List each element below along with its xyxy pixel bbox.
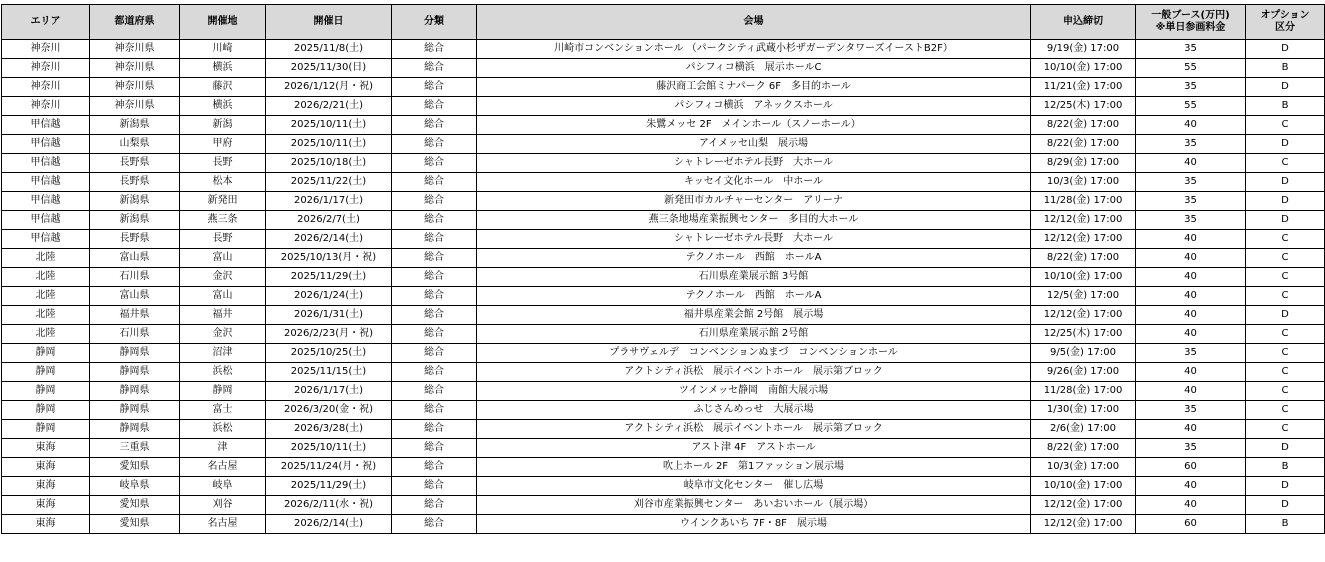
- cell-deadline: 12/12(金) 17:00: [1031, 496, 1136, 515]
- cell-date: 2025/11/30(日): [266, 59, 392, 78]
- cell-deadline: 9/5(金) 17:00: [1031, 344, 1136, 363]
- cell-category: 総合: [392, 59, 477, 78]
- cell-venue: アスト津 4F アストホール: [477, 439, 1031, 458]
- cell-date: 2025/11/8(土): [266, 40, 392, 59]
- cell-date: 2026/1/17(土): [266, 382, 392, 401]
- cell-prefecture: 岐阜県: [90, 477, 180, 496]
- cell-city: 長野: [180, 230, 266, 249]
- cell-deadline: 10/3(金) 17:00: [1031, 173, 1136, 192]
- cell-date: 2026/1/12(月・祝): [266, 78, 392, 97]
- cell-category: 総合: [392, 401, 477, 420]
- cell-option: C: [1246, 363, 1325, 382]
- table-row: [2, 344, 1325, 363]
- cell-venue: 朱鷺メッセ 2F メインホール（スノーホール）: [477, 116, 1031, 135]
- cell-option: D: [1246, 439, 1325, 458]
- cell-area: 甲信越: [2, 173, 90, 192]
- cell-area: 神奈川: [2, 59, 90, 78]
- cell-prefecture: 愛知県: [90, 515, 180, 534]
- cell-prefecture: 愛知県: [90, 496, 180, 515]
- cell-date: 2026/2/7(土): [266, 211, 392, 230]
- cell-area: 北陸: [2, 325, 90, 344]
- cell-prefecture: 石川県: [90, 268, 180, 287]
- cell-area: 東海: [2, 496, 90, 515]
- cell-venue: キッセイ文化ホール 中ホール: [477, 173, 1031, 192]
- cell-option: D: [1246, 173, 1325, 192]
- cell-category: 総合: [392, 116, 477, 135]
- cell-booth-fee: 40: [1136, 230, 1246, 249]
- cell-date: 2025/11/22(土): [266, 173, 392, 192]
- header-option-line2: 区分: [1275, 22, 1295, 33]
- cell-deadline: 12/12(金) 17:00: [1031, 211, 1136, 230]
- cell-area: 甲信越: [2, 211, 90, 230]
- header-option-line1: オプション: [1260, 10, 1310, 21]
- cell-venue: ウインクあいち 7F・8F 展示場: [477, 515, 1031, 534]
- cell-booth-fee: 40: [1136, 496, 1246, 515]
- cell-date: 2026/2/14(土): [266, 515, 392, 534]
- cell-category: 総合: [392, 515, 477, 534]
- cell-category: 総合: [392, 211, 477, 230]
- table-row: [2, 154, 1325, 173]
- cell-date: 2026/1/17(土): [266, 192, 392, 211]
- cell-prefecture: 静岡県: [90, 363, 180, 382]
- cell-prefecture: 富山県: [90, 249, 180, 268]
- cell-prefecture: 神奈川県: [90, 97, 180, 116]
- cell-option: C: [1246, 344, 1325, 363]
- cell-booth-fee: 40: [1136, 116, 1246, 135]
- cell-city: 富士: [180, 401, 266, 420]
- header-row: [2, 5, 1325, 40]
- table-row: [2, 458, 1325, 477]
- table-row: [2, 477, 1325, 496]
- cell-city: 新潟: [180, 116, 266, 135]
- cell-category: 総合: [392, 78, 477, 97]
- table-row: [2, 97, 1325, 116]
- table-row: [2, 363, 1325, 382]
- cell-category: 総合: [392, 344, 477, 363]
- cell-venue: 川崎市コンベンションホール （パークシティ武蔵小杉ザガーデンタワーズイーストB2F）: [477, 40, 1031, 59]
- cell-category: 総合: [392, 249, 477, 268]
- cell-area: 東海: [2, 515, 90, 534]
- cell-city: 富山: [180, 287, 266, 306]
- cell-prefecture: 神奈川県: [90, 59, 180, 78]
- table-row: [2, 287, 1325, 306]
- cell-deadline: 1/30(金) 17:00: [1031, 401, 1136, 420]
- table-row: [2, 515, 1325, 534]
- cell-deadline: 10/10(金) 17:00: [1031, 477, 1136, 496]
- cell-deadline: 8/22(金) 17:00: [1031, 135, 1136, 154]
- table-row: [2, 40, 1325, 59]
- cell-area: 静岡: [2, 382, 90, 401]
- cell-option: C: [1246, 420, 1325, 439]
- cell-venue: ツインメッセ静岡 南館大展示場: [477, 382, 1031, 401]
- cell-deadline: 9/26(金) 17:00: [1031, 363, 1136, 382]
- cell-category: 総合: [392, 439, 477, 458]
- cell-prefecture: 神奈川県: [90, 78, 180, 97]
- table-row: [2, 268, 1325, 287]
- cell-category: 総合: [392, 173, 477, 192]
- cell-category: 総合: [392, 230, 477, 249]
- cell-category: 総合: [392, 40, 477, 59]
- cell-city: 燕三条: [180, 211, 266, 230]
- cell-venue: 岐阜市文化センター 催し広場: [477, 477, 1031, 496]
- cell-booth-fee: 40: [1136, 477, 1246, 496]
- cell-date: 2026/3/20(金・祝): [266, 401, 392, 420]
- cell-booth-fee: 35: [1136, 439, 1246, 458]
- cell-city: 名古屋: [180, 515, 266, 534]
- cell-category: 総合: [392, 420, 477, 439]
- table-row: [2, 420, 1325, 439]
- cell-option: D: [1246, 192, 1325, 211]
- header-date: 開催日: [266, 5, 392, 40]
- cell-booth-fee: 40: [1136, 287, 1246, 306]
- cell-venue: 燕三条地場産業振興センター 多目的大ホール: [477, 211, 1031, 230]
- cell-deadline: 8/29(金) 17:00: [1031, 154, 1136, 173]
- cell-category: 総合: [392, 154, 477, 173]
- cell-prefecture: 石川県: [90, 325, 180, 344]
- cell-date: 2026/2/14(土): [266, 230, 392, 249]
- cell-booth-fee: 35: [1136, 192, 1246, 211]
- cell-area: 甲信越: [2, 230, 90, 249]
- cell-booth-fee: 55: [1136, 97, 1246, 116]
- cell-city: 富山: [180, 249, 266, 268]
- table-row: [2, 230, 1325, 249]
- cell-prefecture: 福井県: [90, 306, 180, 325]
- cell-area: 神奈川: [2, 97, 90, 116]
- cell-date: 2025/11/15(土): [266, 363, 392, 382]
- table-row: [2, 173, 1325, 192]
- cell-prefecture: 山梨県: [90, 135, 180, 154]
- cell-option: C: [1246, 382, 1325, 401]
- cell-date: 2025/10/11(土): [266, 116, 392, 135]
- cell-prefecture: 静岡県: [90, 344, 180, 363]
- cell-booth-fee: 35: [1136, 78, 1246, 97]
- cell-deadline: 10/10(金) 17:00: [1031, 268, 1136, 287]
- cell-area: 東海: [2, 439, 90, 458]
- cell-city: 新発田: [180, 192, 266, 211]
- cell-date: 2025/11/24(月・祝): [266, 458, 392, 477]
- cell-venue: テクノホール 西館 ホールA: [477, 249, 1031, 268]
- cell-city: 福井: [180, 306, 266, 325]
- cell-area: 北陸: [2, 287, 90, 306]
- cell-city: 金沢: [180, 268, 266, 287]
- header-deadline: 申込締切: [1031, 5, 1136, 40]
- cell-date: 2025/10/18(土): [266, 154, 392, 173]
- table-row: [2, 382, 1325, 401]
- cell-option: D: [1246, 306, 1325, 325]
- cell-option: C: [1246, 401, 1325, 420]
- cell-option: D: [1246, 135, 1325, 154]
- cell-date: 2025/10/13(月・祝): [266, 249, 392, 268]
- cell-booth-fee: 40: [1136, 268, 1246, 287]
- cell-prefecture: 長野県: [90, 154, 180, 173]
- cell-booth-fee: 40: [1136, 382, 1246, 401]
- cell-booth-fee: 60: [1136, 458, 1246, 477]
- cell-booth-fee: 35: [1136, 40, 1246, 59]
- cell-date: 2025/11/29(土): [266, 268, 392, 287]
- header-booth-fee: [1136, 5, 1246, 40]
- cell-option: D: [1246, 211, 1325, 230]
- cell-venue: 吹上ホール 2F 第1ファッション展示場: [477, 458, 1031, 477]
- cell-date: 2026/2/23(月・祝): [266, 325, 392, 344]
- cell-venue: シャトレーゼホテル長野 大ホール: [477, 230, 1031, 249]
- cell-date: 2026/1/24(土): [266, 287, 392, 306]
- cell-venue: テクノホール 西館 ホールA: [477, 287, 1031, 306]
- cell-prefecture: 長野県: [90, 230, 180, 249]
- table-row: [2, 116, 1325, 135]
- cell-venue: 新発田市カルチャーセンター アリーナ: [477, 192, 1031, 211]
- cell-date: 2026/2/21(土): [266, 97, 392, 116]
- cell-venue: アクトシティ浜松 展示イベントホール 展示第ブロック: [477, 420, 1031, 439]
- cell-category: 総合: [392, 192, 477, 211]
- cell-prefecture: 新潟県: [90, 192, 180, 211]
- cell-booth-fee: 55: [1136, 59, 1246, 78]
- cell-category: 総合: [392, 306, 477, 325]
- cell-prefecture: 長野県: [90, 173, 180, 192]
- cell-booth-fee: 40: [1136, 154, 1246, 173]
- header-area: エリア: [2, 5, 90, 40]
- cell-deadline: 11/21(金) 17:00: [1031, 78, 1136, 97]
- cell-city: 金沢: [180, 325, 266, 344]
- cell-city: 藤沢: [180, 78, 266, 97]
- cell-option: B: [1246, 59, 1325, 78]
- cell-venue: パシフィコ横浜 アネックスホール: [477, 97, 1031, 116]
- table-row: [2, 59, 1325, 78]
- cell-deadline: 9/19(金) 17:00: [1031, 40, 1136, 59]
- cell-city: 松本: [180, 173, 266, 192]
- cell-venue: 藤沢商工会館ミナパーク 6F 多目的ホール: [477, 78, 1031, 97]
- header-prefecture: 都道府県: [90, 5, 180, 40]
- cell-deadline: 12/12(金) 17:00: [1031, 515, 1136, 534]
- cell-date: 2026/2/11(水・祝): [266, 496, 392, 515]
- cell-deadline: 12/25(木) 17:00: [1031, 97, 1136, 116]
- cell-option: C: [1246, 116, 1325, 135]
- cell-area: 東海: [2, 477, 90, 496]
- cell-deadline: 12/12(金) 17:00: [1031, 230, 1136, 249]
- cell-city: 沼津: [180, 344, 266, 363]
- cell-venue: 刈谷市産業振興センター あいおいホール（展示場）: [477, 496, 1031, 515]
- cell-date: 2025/11/29(土): [266, 477, 392, 496]
- cell-option: B: [1246, 97, 1325, 116]
- cell-venue: ふじさんめっせ 大展示場: [477, 401, 1031, 420]
- cell-booth-fee: 40: [1136, 420, 1246, 439]
- cell-area: 北陸: [2, 268, 90, 287]
- cell-prefecture: 静岡県: [90, 401, 180, 420]
- cell-booth-fee: 40: [1136, 325, 1246, 344]
- cell-date: 2025/10/25(土): [266, 344, 392, 363]
- cell-venue: アイメッセ山梨 展示場: [477, 135, 1031, 154]
- cell-city: 浜松: [180, 420, 266, 439]
- table-row: [2, 192, 1325, 211]
- cell-booth-fee: 40: [1136, 306, 1246, 325]
- cell-prefecture: 静岡県: [90, 382, 180, 401]
- cell-category: 総合: [392, 363, 477, 382]
- cell-option: C: [1246, 230, 1325, 249]
- cell-area: 神奈川: [2, 78, 90, 97]
- cell-area: 静岡: [2, 344, 90, 363]
- cell-deadline: 10/3(金) 17:00: [1031, 458, 1136, 477]
- cell-area: 神奈川: [2, 40, 90, 59]
- cell-category: 総合: [392, 287, 477, 306]
- cell-city: 横浜: [180, 59, 266, 78]
- cell-prefecture: 三重県: [90, 439, 180, 458]
- header-booth-fee-line2: ※単日参画料金: [1155, 22, 1226, 33]
- header-booth-fee-line1: 一般ブース(万円): [1151, 10, 1230, 21]
- cell-venue: プラサヴェルデ コンベンションぬまづ コンベンションホール: [477, 344, 1031, 363]
- header-city: 開催地: [180, 5, 266, 40]
- cell-city: 岐阜: [180, 477, 266, 496]
- cell-deadline: 8/22(金) 17:00: [1031, 439, 1136, 458]
- cell-prefecture: 富山県: [90, 287, 180, 306]
- header-venue: 会場: [477, 5, 1031, 40]
- cell-date: 2026/1/31(土): [266, 306, 392, 325]
- cell-option: C: [1246, 154, 1325, 173]
- cell-option: C: [1246, 287, 1325, 306]
- cell-category: 総合: [392, 268, 477, 287]
- table-row: [2, 78, 1325, 97]
- cell-area: 甲信越: [2, 192, 90, 211]
- cell-booth-fee: 35: [1136, 211, 1246, 230]
- cell-venue: パシフィコ横浜 展示ホールC: [477, 59, 1031, 78]
- cell-deadline: 11/28(金) 17:00: [1031, 382, 1136, 401]
- cell-city: 甲府: [180, 135, 266, 154]
- cell-city: 浜松: [180, 363, 266, 382]
- cell-option: D: [1246, 78, 1325, 97]
- cell-area: 甲信越: [2, 154, 90, 173]
- header-option: [1246, 5, 1325, 40]
- cell-category: 総合: [392, 135, 477, 154]
- cell-venue: 石川県産業展示館 3号館: [477, 268, 1031, 287]
- cell-prefecture: 愛知県: [90, 458, 180, 477]
- table-row: [2, 401, 1325, 420]
- cell-area: 甲信越: [2, 116, 90, 135]
- cell-deadline: 12/12(金) 17:00: [1031, 306, 1136, 325]
- cell-date: 2026/3/28(土): [266, 420, 392, 439]
- cell-area: 東海: [2, 458, 90, 477]
- cell-booth-fee: 60: [1136, 515, 1246, 534]
- table-row: [2, 306, 1325, 325]
- cell-area: 北陸: [2, 249, 90, 268]
- header-category: 分類: [392, 5, 477, 40]
- cell-category: 総合: [392, 477, 477, 496]
- table-row: [2, 211, 1325, 230]
- cell-category: 総合: [392, 496, 477, 515]
- cell-date: 2025/10/11(土): [266, 439, 392, 458]
- cell-option: D: [1246, 40, 1325, 59]
- cell-prefecture: 新潟県: [90, 116, 180, 135]
- cell-prefecture: 静岡県: [90, 420, 180, 439]
- cell-booth-fee: 35: [1136, 135, 1246, 154]
- cell-city: 刈谷: [180, 496, 266, 515]
- cell-city: 名古屋: [180, 458, 266, 477]
- cell-booth-fee: 40: [1136, 363, 1246, 382]
- cell-city: 津: [180, 439, 266, 458]
- cell-area: 静岡: [2, 420, 90, 439]
- cell-venue: 福井県産業会館 2号館 展示場: [477, 306, 1031, 325]
- cell-area: 北陸: [2, 306, 90, 325]
- cell-area: 静岡: [2, 363, 90, 382]
- table-row: [2, 325, 1325, 344]
- cell-booth-fee: 35: [1136, 173, 1246, 192]
- cell-venue: 石川県産業展示館 2号館: [477, 325, 1031, 344]
- cell-prefecture: 神奈川県: [90, 40, 180, 59]
- cell-booth-fee: 35: [1136, 401, 1246, 420]
- table-row: [2, 439, 1325, 458]
- cell-city: 川崎: [180, 40, 266, 59]
- table-row: [2, 135, 1325, 154]
- cell-option: D: [1246, 496, 1325, 515]
- cell-option: D: [1246, 477, 1325, 496]
- event-schedule-table: [1, 4, 1325, 534]
- cell-prefecture: 新潟県: [90, 211, 180, 230]
- cell-deadline: 10/10(金) 17:00: [1031, 59, 1136, 78]
- cell-deadline: 2/6(金) 17:00: [1031, 420, 1136, 439]
- cell-option: B: [1246, 458, 1325, 477]
- cell-booth-fee: 40: [1136, 249, 1246, 268]
- cell-city: 横浜: [180, 97, 266, 116]
- table-row: [2, 249, 1325, 268]
- cell-option: B: [1246, 515, 1325, 534]
- cell-deadline: 12/5(金) 17:00: [1031, 287, 1136, 306]
- cell-category: 総合: [392, 382, 477, 401]
- cell-category: 総合: [392, 458, 477, 477]
- cell-area: 甲信越: [2, 135, 90, 154]
- cell-deadline: 8/22(金) 17:00: [1031, 249, 1136, 268]
- cell-booth-fee: 35: [1136, 344, 1246, 363]
- table-row: [2, 496, 1325, 515]
- cell-area: 静岡: [2, 401, 90, 420]
- cell-category: 総合: [392, 325, 477, 344]
- cell-venue: シャトレーゼホテル長野 大ホール: [477, 154, 1031, 173]
- cell-city: 長野: [180, 154, 266, 173]
- cell-deadline: 8/22(金) 17:00: [1031, 116, 1136, 135]
- cell-deadline: 11/28(金) 17:00: [1031, 192, 1136, 211]
- cell-date: 2025/10/11(土): [266, 135, 392, 154]
- cell-venue: アクトシティ浜松 展示イベントホール 展示第ブロック: [477, 363, 1031, 382]
- cell-option: C: [1246, 268, 1325, 287]
- cell-category: 総合: [392, 97, 477, 116]
- cell-city: 静岡: [180, 382, 266, 401]
- cell-option: C: [1246, 325, 1325, 344]
- cell-deadline: 12/25(木) 17:00: [1031, 325, 1136, 344]
- cell-option: C: [1246, 249, 1325, 268]
